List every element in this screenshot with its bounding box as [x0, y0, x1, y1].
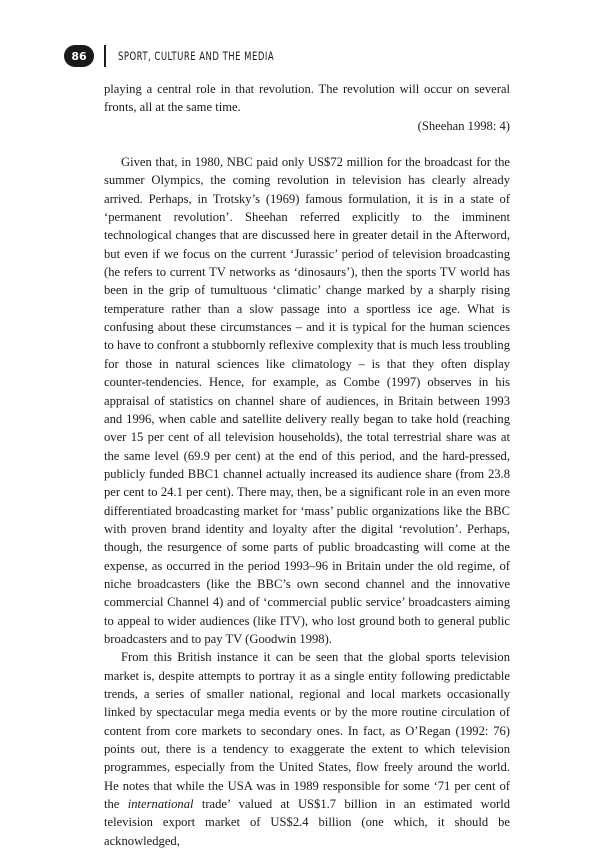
- running-title: SPORT, CULTURE AND THE MEDIA: [118, 49, 275, 63]
- header-divider: [104, 45, 106, 67]
- paragraph-2: [104, 648, 510, 850]
- running-header: [64, 44, 308, 68]
- page-number-badge: [64, 45, 94, 67]
- block-quote: playing a central role in that revolution. The revolution will occur on several fronts, all at the same time.: [104, 82, 510, 115]
- page-number: 86: [71, 49, 87, 63]
- paragraph-2-text-b: trade’ valued at US$1.7 billion in an estimated world television export market of US$2.4 billion (one which, it should be acknowledged,: [104, 797, 510, 848]
- paragraph-2-italic: international: [127, 797, 194, 812]
- body-text: [104, 80, 510, 850]
- quote-citation: (Sheehan 1998: 4): [417, 118, 510, 133]
- paragraph-2-text-a: From this British instance it can be seen that the global sports television market is, despite attempts to portray it as a single entity following predictable trends, a series of smaller national, regional and local markets occasionally linked by spectacular mega media events or by the more routine circulation of content from core markets to secondary ones. In fact, as O’Regan (1992: 76) points out, there is a tendency to exaggerate the extent to which television programmes, especially from the United States, flow freely around the world. He notes that while the USA was in 1989 responsible for some ‘71 per cent of the: [104, 650, 510, 812]
- paragraph-1: Given that, in 1980, NBC paid only US$72 million for the broadcast for the summer Olympics, the coming revolution in television has clearly already arrived. Perhaps, in Trotsky’s (1969) famous formulation, it is in a state of ‘permanent revolution’. Sheehan referred explicitly to the imminent technological changes that are discussed here in greater detail in the Afterword, but even if we focus on the current ‘Jurassic’ period of television broadcasting (he refers to current TV networks as ‘dinosaurs’), then the sports TV world has been in the grip of tumultuous ‘climatic’ change marked by a sharply rising temperature rather than a slow passage into a sportless ice age. What is confusing about these circumstances – and it is typical for the human sciences to have to confront a stubbornly reflexive complexity that is much less troubling for those in natural sciences like climatology – is that they often display counter-tendencies. Hence, for example, as Combe (1997) observes in his appraisal of statistics on channel share of audiences, in Britain between 1993 and 1996, when cable and satellite delivery really began to take hold (reaching over 15 per cent of all television households), the total terrestrial share was at the same level (69.9 per cent) at the end of this period, and the hard-pressed, publicly funded BBC1 channel actually increased its audience share (from 23.8 per cent to 24.1 per cent). There may, then, be a significant role in an even more differentiated broadcasting market for ‘mass’ public organizations like the BBC with proven brand identity and loyalty after the digital ‘revolution’. Perhaps, though, the resurgence of some parts of public broadcasting will come at the expense, as occurred in the period 1993–96 in Britain under the old regime, of niche broadcasters (like the BBC’s own second channel and the innovative commercial Channel 4) and of ‘commercial public service’ broadcasters aiming to appeal to wider audiences (like ITV), who lost ground both to general public broadcasters and to pay TV (Goodwin 1998).: [104, 155, 510, 646]
